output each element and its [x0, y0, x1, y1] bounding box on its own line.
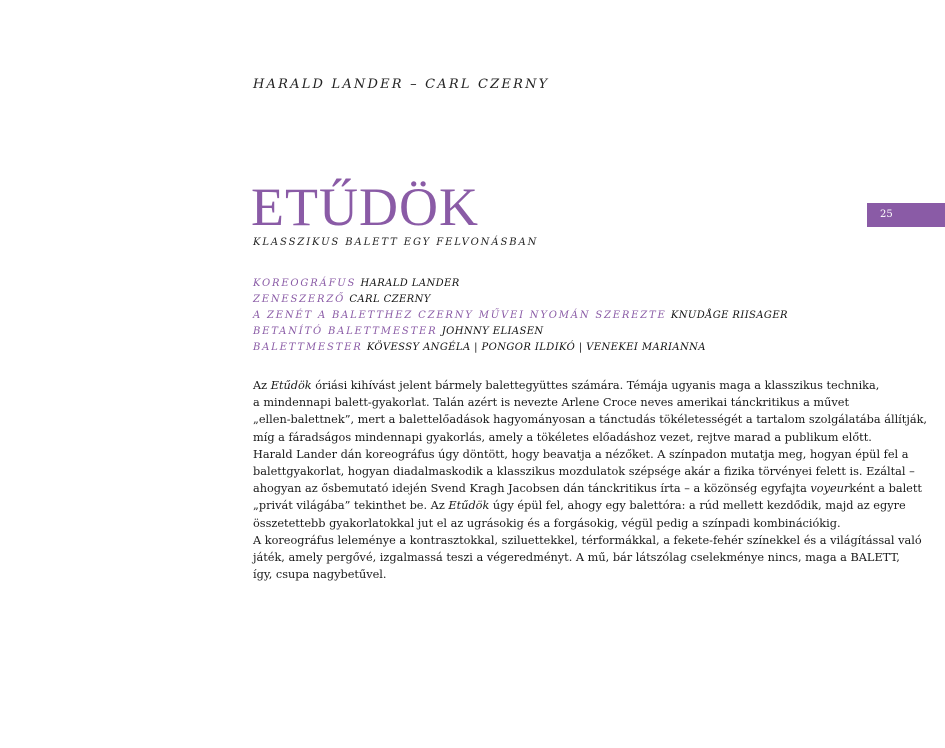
credit-role: BETANÍTÓ BALETTMESTER [253, 326, 438, 337]
body-line [253, 497, 906, 514]
credit-role: KOREOGRÁFUS [253, 278, 357, 289]
credit-role: ZENESZERZŐ [253, 294, 346, 305]
text-run: úgy épül fel, ahogy egy balettóra: a rúd mellett kezdődik, majd az egyre [489, 499, 906, 513]
page-number: 25 [880, 209, 893, 220]
body-line [253, 480, 922, 497]
credits-block [253, 276, 788, 356]
page-subtitle: KLASSZIKUS BALETT EGY FELVONÁSBAN [253, 237, 539, 248]
credit-line [253, 340, 788, 356]
text-run: óriási kihívást jelent bármely balettegyüttes számára. Témája ugyanis maga a klasszikus technika, [311, 379, 880, 392]
text-run: „privát világába” tekinthet be. Az [253, 499, 449, 513]
running-header: HARALD LANDER – CARL CZERNY [253, 77, 550, 92]
text-run: ként a balett [849, 482, 922, 496]
body-line: a mindennapi balett-gyakorlat. Talán azért is nevezte Arlene Croce neves amerikai tánckritikus a művet [253, 396, 850, 410]
body-text [253, 377, 928, 583]
text-run: ahogyan az ősbemutató idején Svend Kragh Jacobsen dán tánckritikus írta – a közönség egyfajta [253, 482, 811, 496]
credit-role: BALETTMESTER [253, 342, 363, 353]
page-number-tab [867, 203, 945, 227]
body-line: balettgyakorlat, hogyan diadalmaskodik a klasszikus mozdulatok szépsége akár a fizika törvényei felett is. Ezáltal – [253, 465, 915, 479]
credit-person: HARALD LANDER [360, 278, 460, 289]
body-line: így, csupa nagybetűvel. [253, 568, 387, 582]
body-line: játék, amely pergővé, izgalmassá teszi a végeredményt. A mű, bár látszólag cselekménye nincs, maga a BALETT, [253, 551, 900, 565]
text-run-italic: Etűdök [270, 379, 312, 392]
text-run-italic: Etűdök [448, 499, 490, 513]
credit-person: JOHNNY ELIASEN [441, 326, 544, 337]
credit-person: CARL CZERNY [349, 294, 431, 305]
credit-line [253, 276, 788, 292]
body-line: Harald Lander dán koreográfus úgy döntött, hogy beavatja a nézőket. A színpadon mutatja meg, hogyan épül fel a [253, 447, 909, 461]
body-line: míg a fáradságos mindennapi gyakorlás, amely a tökéletes előadáshoz vezet, rejtve marad a publikum előtt. [253, 430, 872, 444]
credit-person: KÖVESSY ANGÉLA | PONGOR ILDIKÓ | VENEKEI MARIANNA [366, 342, 706, 353]
body-line: A koreográfus leleménye a kontrasztokkal, sziluettekkel, térformákkal, a fekete-fehér színekkel és a világítással való [253, 533, 922, 547]
page-title: ETŰDÖK [251, 177, 479, 237]
credit-line [253, 324, 788, 340]
text-run-italic: voyeur [810, 482, 850, 496]
body-line [253, 377, 878, 394]
credit-role: A ZENÉT A BALETTHEZ CZERNY MŰVEI NYOMÁN SZEREZTE [253, 310, 667, 321]
credit-line [253, 308, 788, 324]
body-line: összetettebb gyakorlatokkal jut el az ugrásokig és a forgásokig, végül pedig a színpadi kombinációkig. [253, 516, 841, 530]
text-run: Az [253, 379, 271, 392]
body-line: „ellen-balettnek”, mert a balettelőadások hagyományosan a tánctudás tökéletességét a tartalom szolgálatába állítják, [253, 413, 928, 427]
credit-person: KNUDÅGE RIISAGER [670, 310, 788, 321]
credit-line [253, 292, 788, 308]
